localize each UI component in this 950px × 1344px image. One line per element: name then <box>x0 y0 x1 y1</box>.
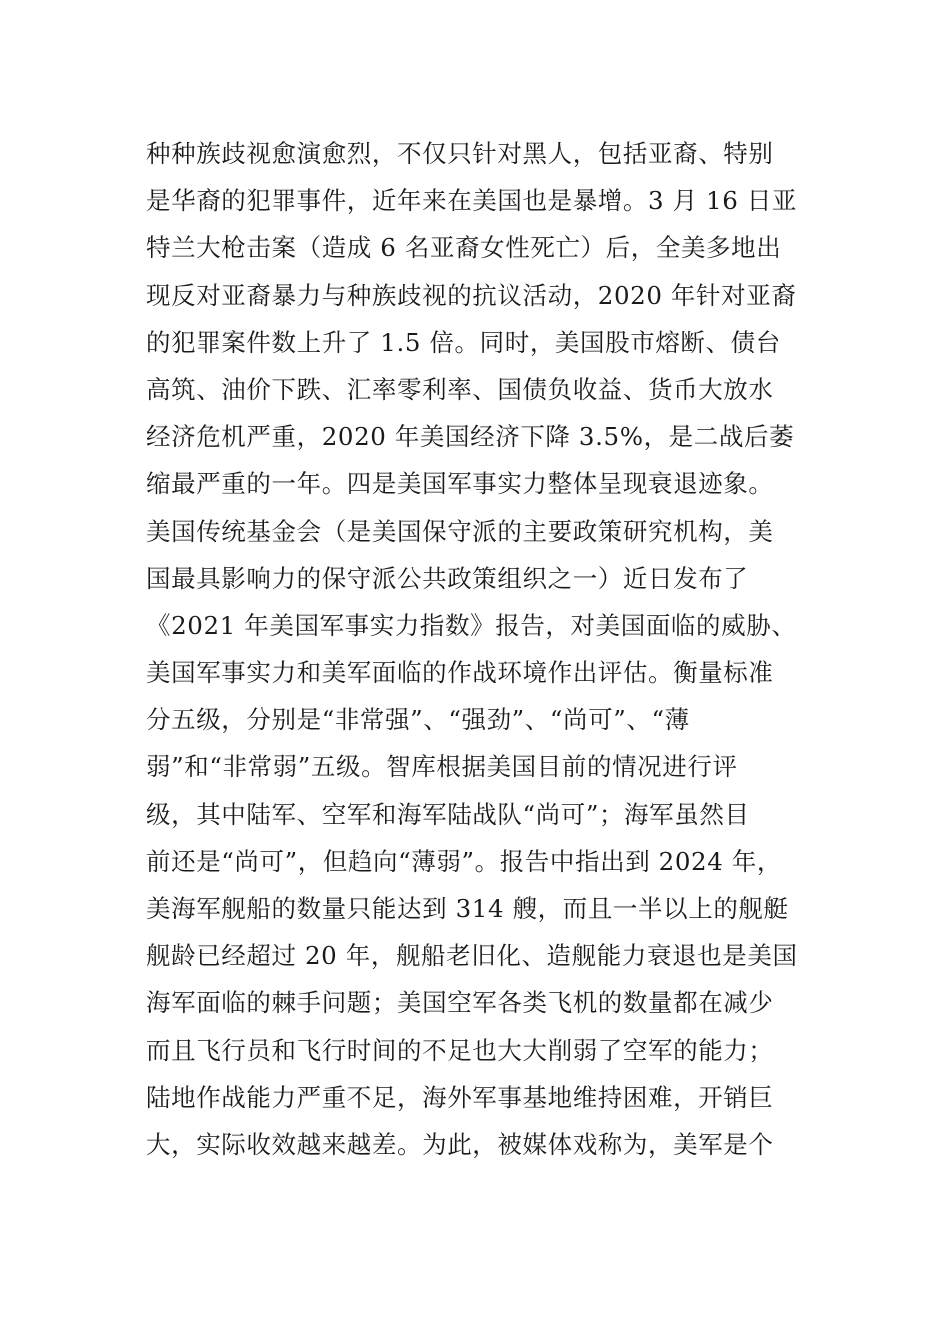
text-line: 美国军事实力和美军面临的作战环境作出评估。衡量标准 <box>146 658 774 688</box>
text-line: 的犯罪案件数上升了 1.5 倍。同时，美国股市熔断、债台 <box>146 327 781 357</box>
text-line: 级，其中陆军、空军和海军陆战队“尚可”；海军虽然目 <box>146 799 750 829</box>
text-line: 舰龄已经超过 20 年，舰船老旧化、造舰能力衰退也是美国 <box>146 941 798 971</box>
text-line: 是华裔的犯罪事件，近年来在美国也是暴增。3 月 16 日亚 <box>146 186 798 216</box>
text-line: 特兰大枪击案（造成 6 名亚裔女性死亡）后，全美多地出 <box>146 233 782 263</box>
text-line: 海军面临的棘手问题；美国空军各类飞机的数量都在减少 <box>146 988 774 1018</box>
text-line: 分五级，分别是“非常强”、“强劲”、“尚可”、“薄 <box>146 705 690 735</box>
text-line: 前还是“尚可”，但趋向“薄弱”。报告中指出到 2024 年， <box>146 846 783 876</box>
text-line: 大，实际收效越来越差。为此，被媒体戏称为，美军是个 <box>146 1129 774 1159</box>
body-text <box>146 130 836 1168</box>
text-line: 而且飞行员和飞行时间的不足也大大削弱了空军的能力； <box>146 1035 774 1065</box>
text-line: 美国传统基金会（是美国保守派的主要政策研究机构，美 <box>146 516 774 546</box>
text-line: 美海军舰船的数量只能达到 314 艘，而且一半以上的舰艇 <box>146 894 789 923</box>
text-line: 国最具影响力的保守派公共政策组织之一）近日发布了 <box>146 563 749 593</box>
text-line: 经济危机严重，2020 年美国经济下降 3.5%，是二战后萎 <box>146 422 795 452</box>
text-line: 高筑、油价下跌、汇率零利率、国债负收益、货币大放水 <box>146 374 774 404</box>
text-line: 弱”和“非常弱”五级。智库根据美国目前的情况进行评 <box>146 752 738 782</box>
text-line: 陆地作战能力严重不足，海外军事基地维持困难，开销巨 <box>146 1082 774 1112</box>
text-line: 种种族歧视愈演愈烈，不仅只针对黑人，包括亚裔、特别 <box>146 139 774 168</box>
text-line: 现反对亚裔暴力与种族歧视的抗议活动，2020 年针对亚裔 <box>146 280 797 310</box>
text-line: 《2021 年美国军事实力指数》报告，对美国面临的威胁、 <box>146 610 797 640</box>
text-line: 缩最严重的一年。四是美国军事实力整体呈现衰退迹象。 <box>146 469 774 499</box>
